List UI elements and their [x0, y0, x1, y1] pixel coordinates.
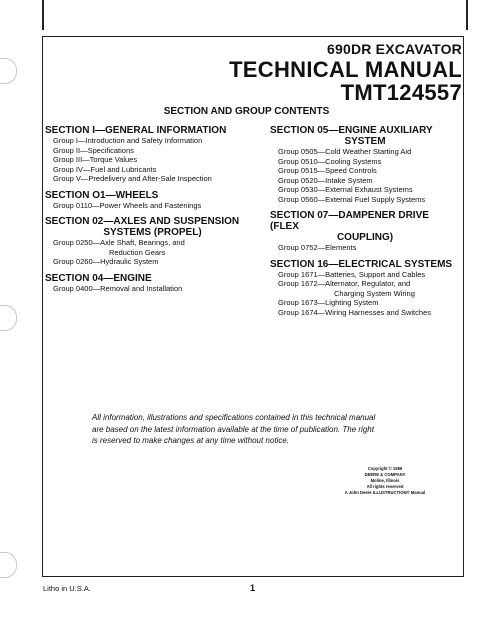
group-entry: Group V—Predelivery and After-Sale Inspection: [53, 174, 212, 183]
section-title: SECTION I—GENERAL INFORMATION: [45, 125, 227, 136]
copyright-line: Copyright © 1989: [367, 466, 403, 471]
top-right-rule: [466, 0, 468, 30]
section-title: SECTION O1—WHEELS: [45, 189, 159, 201]
group-entry: Group 0520—Intake System: [278, 175, 373, 185]
group-entry: Group 0560—External Fuel Supply Systems: [278, 194, 426, 204]
manual-title: TECHNICAL MANUAL: [229, 57, 462, 82]
group-entry: Group IV—Fuel and Lubricants: [53, 164, 157, 174]
page-number: 1: [250, 583, 256, 593]
notice-line: are based on the latest information available at the time of publication. The right: [92, 424, 374, 434]
group-entry-continued: Reduction Gears: [109, 247, 166, 257]
group-entry: Group 0505—Cold Weather Starting Aid: [278, 147, 412, 156]
section-title-continued: COUPLING): [336, 232, 394, 243]
group-entry: Group 1673—Lighting System: [278, 298, 379, 307]
notice-line: is reserved to make changes at any time without notice.: [92, 436, 289, 445]
section-05: [270, 125, 460, 204]
manual-number: TMT124557: [340, 80, 462, 105]
punch-hole-bottom: [0, 552, 17, 578]
group-entry: Group 0530—External Exhaust Systems: [278, 185, 413, 194]
group-entry: Group 1674—Wiring Harnesses and Switches: [278, 307, 431, 317]
group-entry: Group 0752—Elements: [278, 243, 357, 252]
publication-notice: [92, 412, 432, 447]
group-entry: Group 0515—Speed Controls: [278, 166, 377, 175]
section-title-continued: SYSTEMS (PROPEL): [103, 227, 202, 238]
section-02: [45, 216, 260, 267]
section-01: [45, 190, 260, 211]
copyright-block: [330, 466, 440, 496]
group-entry: Group II—Specifications: [53, 145, 134, 155]
section-title: SECTION 16—ELECTRICAL SYSTEMS: [270, 258, 453, 270]
section-title: SECTION 05—ENGINE AUXILIARY: [270, 125, 433, 136]
group-entry: Group 0250—Axle Shaft, Bearings, and: [53, 238, 185, 247]
group-entry: Group III—Torque Values: [53, 155, 138, 164]
contents-right-column: [270, 125, 460, 323]
section-04: [45, 273, 260, 294]
group-entry: Group 0110—Power Wheels and Fastenings: [53, 200, 202, 210]
group-entry: Group 0510—Cooling Systems: [278, 156, 382, 166]
group-entry-continued: Charging System Wiring: [334, 288, 415, 298]
model-subtitle: 690DR EXCAVATOR: [327, 41, 462, 57]
section-title: SECTION 04—ENGINE: [45, 272, 152, 284]
group-entry: Group 1672—Alternator, Regulator, and: [278, 279, 411, 288]
section-16: [270, 259, 460, 318]
publisher-location: Moline, Illinois: [370, 478, 400, 483]
litho-footer: Litho in U.S.A.: [43, 584, 91, 593]
group-entry: Group 1671—Batteries, Support and Cables: [278, 269, 426, 279]
top-left-rule: [42, 0, 44, 30]
section-1: [45, 125, 260, 184]
publisher-name: DEERE & COMPANY: [364, 472, 406, 477]
group-entry: Group 0260—Hydraulic System: [53, 257, 159, 266]
contents-heading: SECTION AND GROUP CONTENTS: [163, 106, 330, 117]
section-title: SECTION 02—AXLES AND SUSPENSION: [45, 216, 240, 227]
manual-series-line: A John Deere ILLUSTRUCTION® Manual: [344, 490, 426, 495]
group-entry: Group I—Introduction and Safety Information: [53, 136, 203, 145]
section-title: SECTION 07—DAMPENER DRIVE (FLEX: [270, 210, 429, 232]
section-07: [270, 210, 460, 253]
punch-hole-middle: [0, 305, 17, 331]
group-entry: Group 0400—Removal and Installation: [53, 283, 183, 293]
rights-line: All rights reserved: [366, 484, 404, 489]
section-title-continued: SYSTEM: [344, 136, 386, 147]
contents-left-column: [45, 125, 260, 299]
punch-hole-top: [0, 58, 17, 84]
notice-line: All information, illustrations and specifications contained in this technical manual: [92, 413, 376, 422]
